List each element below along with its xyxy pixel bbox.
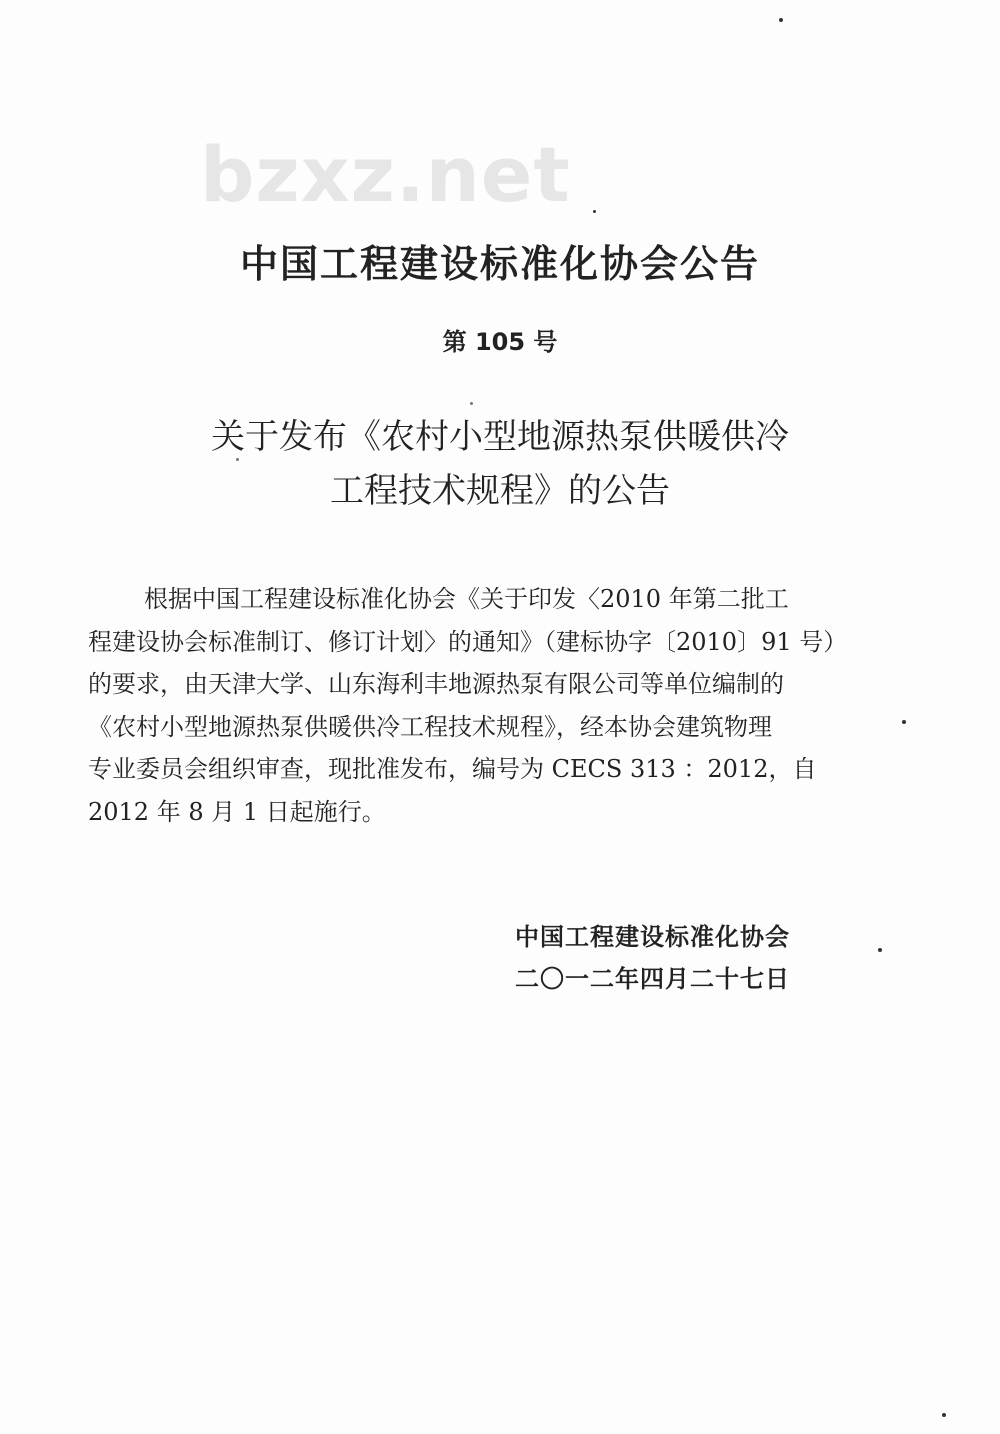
scan-speck [470,402,473,405]
scan-speck [593,210,596,213]
body-line-3: 的要求，由天津大学、山东海利丰地源热泵有限公司等单位编制的 [88,670,784,698]
signature-date: 二〇一二年四月二十七日 [515,965,790,993]
body-line-4: 《农村小型地源热泵供暖供冷工程技术规程》，经本协会建筑物理 [88,712,772,741]
notice-body [88,578,888,833]
watermark-text: bzxz.net [200,130,571,219]
scan-speck [779,18,783,22]
body-line-1: 根据中国工程建设标准化协会《关于印发〈2010 年第二批工 [144,585,789,613]
body-line-2: 程建设协会标准制订、修订计划〉的通知》（建标协字〔2010〕91 号） [88,627,848,656]
scan-speck [878,948,882,952]
notice-number: 第 105 号 [442,328,558,356]
organization-title: 中国工程建设标准化协会公告 [239,242,760,286]
subject-line-1: 关于发布《农村小型地源热泵供暖供冷 [211,417,789,457]
signature-organization: 中国工程建设标准化协会 [515,923,790,951]
notice-subject [100,410,900,518]
signature-block [515,916,855,1000]
scan-speck [942,1413,946,1417]
subject-line-2: 工程技术规程》的公告 [330,471,670,511]
scan-speck [236,458,239,461]
scan-speck [902,720,906,724]
body-line-6: 2012 年 8 月 1 日起施行。 [88,797,386,826]
body-line-5: 专业委员会组织审查，现批准发布，编号为 CECS 313 ：2012，自 [88,755,817,783]
